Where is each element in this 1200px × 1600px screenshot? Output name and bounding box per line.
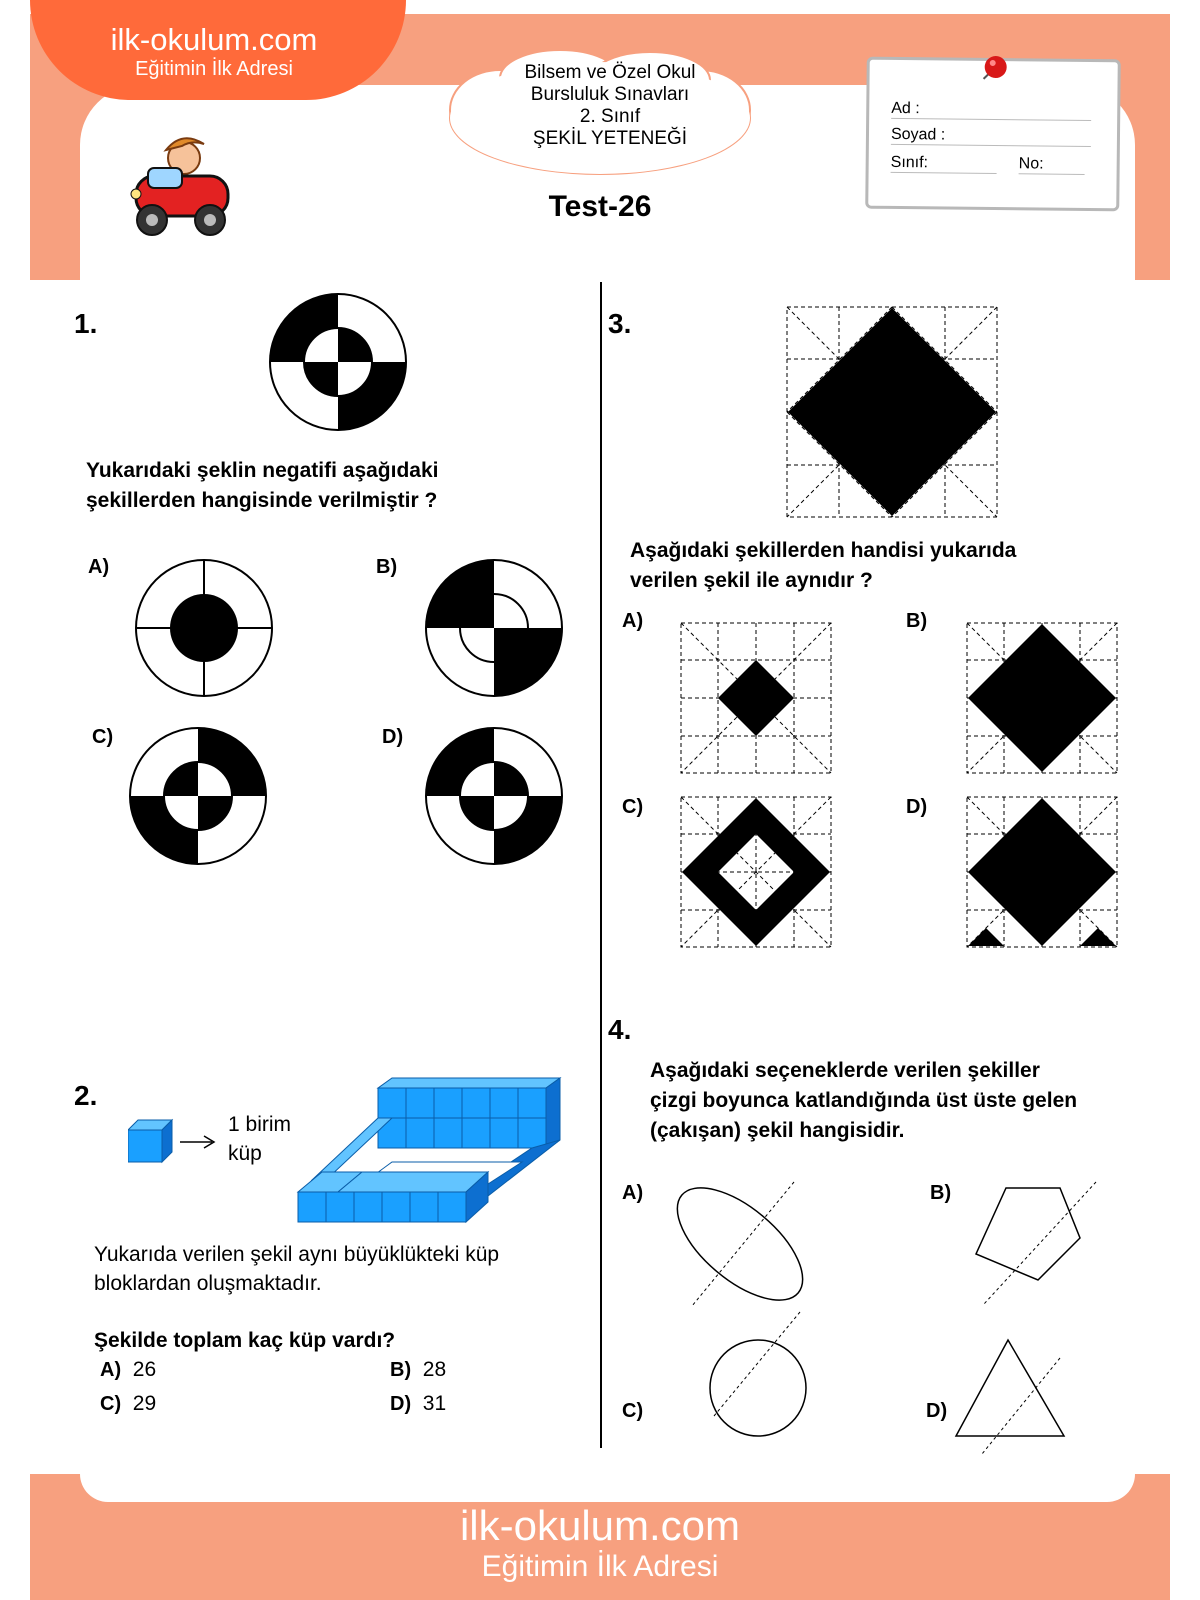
number-field[interactable]: No: [1019, 155, 1085, 175]
q1-option-d-label[interactable]: D) [382, 726, 404, 748]
q4-option-c-figure[interactable] [700, 1310, 820, 1440]
question-1-text: Yukarıdaki şeklin negatifi aşağıdaki [86, 459, 439, 482]
q3-option-d-label[interactable]: D) [906, 796, 928, 818]
q4-option-a-label[interactable]: A) [622, 1182, 644, 1204]
question-3-figure [786, 306, 998, 518]
exam-info-line: Bilsem ve Özel Okul [524, 62, 696, 83]
q2-answer-d[interactable] [390, 1392, 446, 1416]
question-1-figure [268, 292, 408, 432]
q3-option-b-figure[interactable] [966, 622, 1118, 774]
q2-answer-b-label: B) [390, 1359, 412, 1381]
q1-option-a-figure[interactable] [134, 558, 274, 698]
q3-option-d-figure[interactable] [966, 796, 1118, 948]
unit-cube-legend: 1 birim [228, 1113, 292, 1136]
q4-option-d-label[interactable]: D) [926, 1400, 948, 1422]
q2-answer-b[interactable] [390, 1358, 446, 1382]
footer-panel [80, 1474, 1135, 1502]
cube-structure-figure [292, 1076, 572, 1230]
question-2-number: 2. [74, 1080, 98, 1111]
question-2-text: bloklardan oluşmaktadır. [94, 1272, 322, 1295]
q1-option-d-figure[interactable] [424, 726, 564, 866]
q2-answer-c[interactable] [100, 1392, 156, 1416]
q2-answer-d-label: D) [390, 1393, 412, 1415]
question-2-text: Yukarıda verilen şekil aynı büyüklükteki küp [94, 1243, 500, 1266]
q2-answer-a-label: A) [100, 1359, 122, 1381]
class-field[interactable]: Sınıf: [891, 154, 997, 174]
logo-title: ilk-okulum.com [110, 22, 318, 57]
car-child-illustration [122, 128, 242, 246]
column-divider [600, 282, 602, 1448]
unit-cube-legend: küp [228, 1142, 262, 1165]
q1-option-b-figure[interactable] [424, 558, 564, 698]
q4-option-b-label[interactable]: B) [930, 1182, 952, 1204]
q4-option-d-figure[interactable] [952, 1336, 1084, 1456]
q2-answer-c-value: 29 [132, 1392, 157, 1415]
unit-cube-icon [128, 1118, 224, 1168]
exam-info-line: Bursluluk Sınavları [530, 84, 690, 105]
student-info-card [865, 57, 1121, 212]
q3-option-c-figure[interactable] [680, 796, 832, 948]
q3-option-a-figure[interactable] [680, 622, 832, 774]
question-3-text: Aşağıdaki şekillerden handisi yukarıda [630, 539, 1017, 562]
q3-option-a-label[interactable]: A) [622, 610, 644, 632]
footer-subtitle: Eğitimin İlk Adresi [481, 1550, 719, 1583]
q2-answer-c-label: C) [100, 1393, 122, 1415]
footer-title: ilk-okulum.com [459, 1502, 741, 1549]
q3-option-c-label[interactable]: C) [622, 796, 644, 818]
exam-info-line: 2. Sınıf [579, 106, 641, 127]
question-3-number: 3. [608, 308, 632, 339]
exam-info [470, 62, 750, 150]
question-1-number: 1. [74, 308, 98, 339]
q2-answer-a[interactable] [100, 1358, 156, 1382]
question-4-text: Aşağıdaki seçeneklerde verilen şekiller [650, 1059, 1040, 1082]
question-2-question: Şekilde toplam kaç küp vardı? [94, 1329, 396, 1352]
q2-answer-d-value: 31 [422, 1392, 447, 1415]
question-4-text: (çakışan) şekil hangisidir. [650, 1119, 905, 1142]
q1-option-a-label[interactable]: A) [88, 556, 110, 578]
question-4-text: çizgi boyunca katlandığında üst üste gelen [650, 1089, 1078, 1112]
pushpin-icon [973, 53, 1009, 87]
surname-field[interactable]: Soyad : [891, 126, 1091, 147]
q2-answer-b-value: 28 [422, 1358, 447, 1381]
q1-option-c-label[interactable]: C) [92, 726, 114, 748]
question-4-number: 4. [608, 1014, 632, 1045]
q3-option-b-label[interactable]: B) [906, 610, 928, 632]
test-title: Test-26 [548, 190, 652, 223]
logo-subtitle: Eğitimin İlk Adresi [135, 58, 293, 80]
exam-info-line: ŞEKİL YETENEĞİ [532, 128, 688, 149]
q2-answer-a-value: 26 [132, 1358, 157, 1381]
q4-option-c-label[interactable]: C) [622, 1400, 644, 1422]
q4-option-b-figure[interactable] [956, 1180, 1106, 1310]
q4-option-a-figure[interactable] [660, 1180, 820, 1320]
question-3-text: verilen şekil ile aynıdır ? [630, 569, 873, 592]
q1-option-b-label[interactable]: B) [376, 556, 398, 578]
question-1-text: şekillerden hangisinde verilmiştir ? [86, 489, 438, 512]
q1-option-c-figure[interactable] [128, 726, 268, 866]
name-field[interactable]: Ad : [891, 100, 1091, 121]
